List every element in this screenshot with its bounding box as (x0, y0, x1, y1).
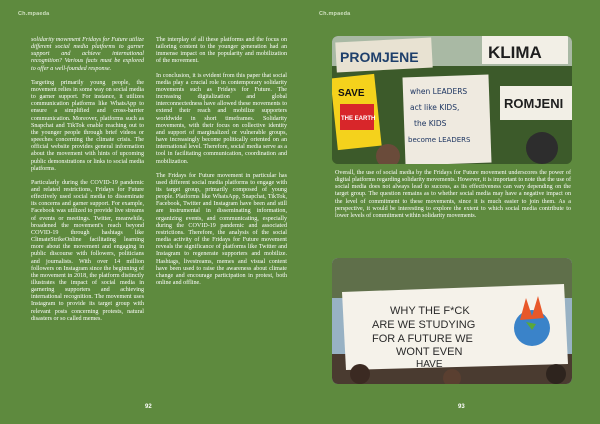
sign-text: ROMJENI (504, 96, 564, 111)
paragraph: Particularly during the COVID-19 pandemic and related restrictions, Fridays for Future effectively used social media to disseminate its concerns and garner support. For example, Facebook was utilized to provide live streams of events or meetings. Twitter, meanwhile, broadened the movement's reach beyond COVID-19 through hashtags like ClimateStrikeOnline facilitating learning more about the movement and engaging in public discourse with followers, politicians and journalists. With over 14 million followers on Instagram since the beginning of the movement in 2018, the platform distinctly illustrates the impact of social media in garnering supporters and achieving international recognition. The movement uses Instagram to provide its target group with relevant posts concerning protests, natural disasters or so called memes. (31, 179, 144, 322)
sign-text: become LEADERS (408, 136, 471, 144)
paragraph: The interplay of all these platforms and the focus on tailoring content to the younger generation had an immense impact on the popularity and mobilization of the movement. (156, 37, 287, 65)
protest-banner-photo (332, 258, 572, 384)
banner-text: FOR A FUTURE WE (372, 333, 473, 345)
text-column-2 (156, 37, 287, 294)
running-header-right: Ch.mpaeda (319, 11, 351, 17)
sign-text: PROMJENE (340, 49, 419, 65)
paragraph: In conclusion, it is evident from this paper that social media play a crucial role in contemporary solidarity movements such as Fridays for Future. The increasing digitalization and global interconnectedness have allowed these movements to extend their reach and mobilize supporters worldwide in short timeframes. Solidarity movements, with their focus on collective identity and support of marginalized or vulnerable groups, have increasingly become politically oriented on an international level. Therefore, social media serve as a tool in facilitating communication, coordination and mobilization. (156, 72, 287, 165)
sign-text: the KIDS (414, 119, 447, 128)
page-number-right: 93 (458, 404, 465, 410)
paragraph: Overall, the use of social media by the Fridays for Future movement underscores the power of digital platforms regarding solidarity movements. However, it is important to note that the use of social media does not always lead to success, as its effectiveness can vary depending on the target group. The question remains as to whether social media may have a negative impact on the level of commitment to these movements, since it is much easier to join them. As a perspective, it would be interesting to explore the extent to which social media contribute to lower levels of commitment within solidarity movements. (335, 170, 572, 219)
banner-text: HAVE (416, 359, 443, 370)
protest-signs-photo (332, 36, 572, 164)
sign-text: when LEADERS (410, 87, 468, 96)
sign-text: KLIMA (488, 43, 542, 62)
paragraph: Targeting primarily young people, the movement relies in some way on social media to garner support. For instance, it utilizes communication platforms like WhatsApp to ensure a simplified and cross-barrier communication. Moreover, platforms such as Snapchat and TikTok enable reaching out to the younger people through brief videos or speeches concerning the climate crisis. The official website provides general information about the movement with hints of upcoming public demonstrations or links to social media platforms. (31, 79, 144, 172)
banner-text: ARE WE STUDYING (372, 319, 476, 331)
sign-text: SAVE (338, 88, 365, 99)
paragraph: solidarity movement Fridays for Future utilize different social media platforms to garner support and achieve international recognition? Various facts must be explored to offer a well-founded response. (31, 37, 145, 72)
banner-text: WHY THE F*CK (390, 305, 470, 317)
text-column-1 (31, 37, 144, 330)
banner-text: WONT EVEN (396, 346, 463, 358)
sign-text: THE EARTH (341, 116, 376, 122)
running-header-left: Ch.mpaeda (18, 11, 50, 17)
text-column-3 (335, 170, 571, 227)
page-number-left: 92 (145, 404, 152, 410)
paragraph: The Fridays for Future movement in particular has used different social media platforms to engage with its target group, primarily composed of young people. Platforms like WhatsApp, Snapchat, TikTok, Facebook, Twitter and Instagram have been and still are instrumental in disseminating information, organizing events, and communicating, especially during the COVID-19 pandemic and associated restrictions. Therefore, the analysis of the social media activity of the Fridays for Future movement reveals the significance of platforms like Twitter and Instagram to regenerate supporters and mobilize. Hashtags, livestreams, memes and visual content have been used to raise the awareness about climate change and encourage participation in protest, both online and offline. (156, 172, 287, 286)
sign-text: act like KIDS, (410, 103, 460, 112)
